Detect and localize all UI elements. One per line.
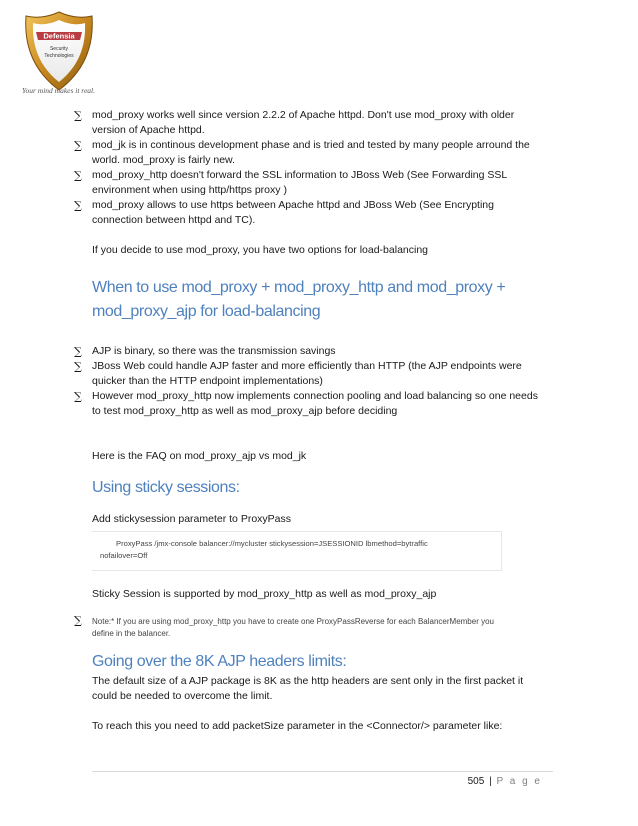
section-heading-ajp-limits: Going over the 8K AJP headers limits: [92, 653, 347, 670]
page-label: P a g e [496, 776, 542, 787]
list-item-text: mod_jk is in continous development phase and is tried and tested by many people arround the [92, 139, 530, 151]
list-item [74, 198, 560, 228]
logo-tagline: Your mind makes it real. [22, 86, 95, 95]
list-item [74, 108, 560, 138]
bullet-list-top [74, 108, 560, 228]
paragraph-options: If you decide to use mod_proxy, you have two options for load-balancing [92, 244, 429, 256]
list-item [74, 138, 560, 168]
list-item-text: mod_proxy works well since version 2.2.2 of Apache httpd. Don't use mod_proxy with older [92, 109, 515, 121]
list-item-text: to test mod_proxy_http as well as mod_proxy_ajp before deciding [92, 405, 398, 417]
page-number: 505 [467, 776, 485, 787]
list-item [74, 168, 560, 198]
list-item [74, 344, 560, 359]
section-heading-sticky-sessions: Using sticky sessions: [92, 479, 240, 496]
code-block [92, 531, 502, 571]
note-text: define in the balancer. [92, 629, 171, 638]
bullet-icon: ∑ [74, 169, 82, 182]
paragraph-sticky-param: Add stickysession parameter to ProxyPass [92, 513, 291, 525]
list-item-text: mod_proxy_http doesn't forward the SSL information to JBoss Web (See Forwarding SSL [92, 169, 508, 181]
footer-separator: | [489, 776, 492, 787]
note-item [74, 616, 560, 640]
section-heading-when-to-use [74, 276, 560, 324]
bullet-icon: ∑ [74, 360, 82, 373]
list-item-text: connection between httpd and TC). [92, 214, 256, 226]
code-line: nofailover=Off [100, 551, 148, 560]
note-text: Note:* If you are using mod_proxy_http you have to create one ProxyPassReverse for each BalancerMember you [92, 617, 494, 626]
heading-line: mod_proxy_ajp for load-balancing [92, 303, 321, 320]
list-item-text: However mod_proxy_http now implements connection pooling and load balancing so one needs [92, 390, 538, 402]
list-item-text: quicker than the HTTP endpoint implementations) [92, 375, 323, 387]
bullet-icon: ∑ [74, 390, 82, 403]
list-item-text: world. mod_proxy is fairly new. [92, 154, 235, 166]
list-item-text: mod_proxy allows to use https between Apache httpd and JBoss Web (See Encrypting [92, 199, 494, 211]
paragraph-faq: Here is the FAQ on mod_proxy_ajp vs mod_jk [92, 450, 307, 462]
svg-text:Security: Security [49, 46, 69, 52]
bullet-icon: ∑ [74, 199, 82, 212]
paragraph-default-size [74, 674, 560, 704]
heading-line: When to use mod_proxy + mod_proxy_http and mod_proxy + [92, 279, 506, 296]
svg-text:Defensia: Defensia [43, 31, 75, 41]
bullet-icon: ∑ [74, 109, 82, 122]
paragraph-sticky-support: Sticky Session is supported by mod_proxy_http as well as mod_proxy_ajp [92, 588, 437, 600]
page-footer [468, 776, 542, 787]
list-item-text: environment when using http/https proxy ) [92, 184, 287, 196]
list-item-text: AJP is binary, so there was the transmission savings [92, 345, 336, 357]
bullet-icon: ∑ [74, 139, 82, 152]
paragraph-packet-size: To reach this you need to add packetSize parameter in the <Connector/> parameter like: [92, 720, 503, 732]
list-item-text: version of Apache httpd. [92, 124, 205, 136]
code-line: ProxyPass /jmx-console balancer://mycluster stickysession=JSESSIONID lbmethod=bytraffic [116, 539, 428, 548]
bullet-icon: ∑ [74, 614, 82, 627]
footer-divider [92, 771, 553, 772]
defensia-logo [20, 10, 98, 94]
list-item [74, 389, 560, 419]
svg-text:Technologies: Technologies [44, 53, 74, 59]
paragraph-line: The default size of a AJP package is 8K as the http headers are sent only in the first packet it [92, 675, 524, 687]
list-item [74, 359, 560, 389]
bullet-icon: ∑ [74, 345, 82, 358]
bullet-list-middle [74, 344, 560, 419]
list-item-text: JBoss Web could handle AJP faster and more efficiently than HTTP (the AJP endpoints were [92, 360, 522, 372]
page-content [74, 108, 560, 734]
paragraph-line: could be needed to overcome the limit. [92, 690, 273, 702]
